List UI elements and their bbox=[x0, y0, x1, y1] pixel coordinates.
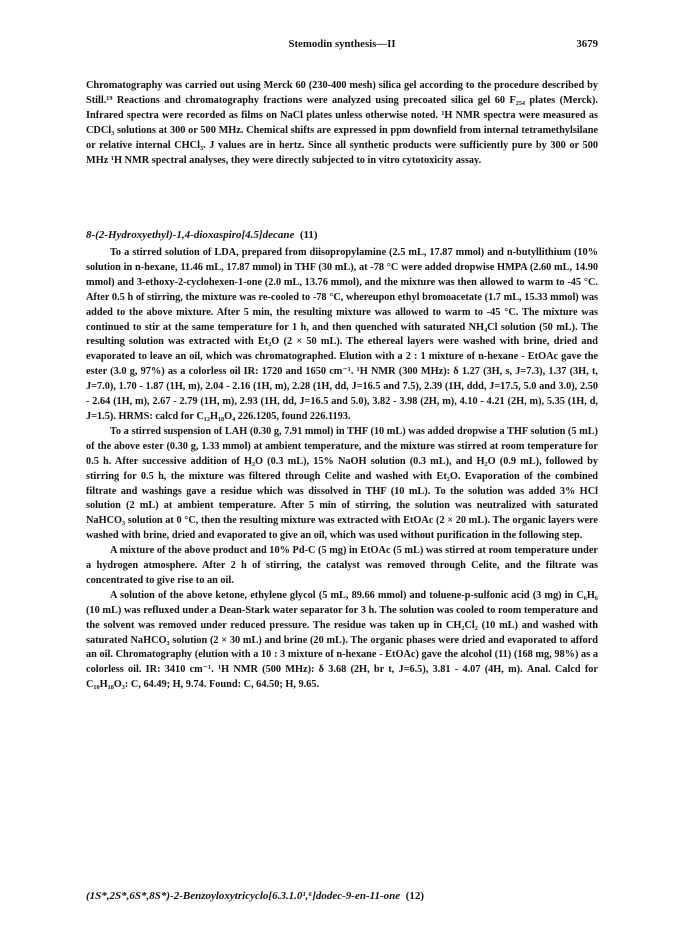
section-2-compound-number: (12) bbox=[405, 890, 424, 902]
procedure-paragraph-4: A solution of the above ketone, ethylene glycol (5 mL, 89.66 mmol) and toluene-p-sulfonic acid (3 mg) in C₆H₆ (10 mL) was refluxed under a Dean-Stark water separator for 3 h. The solution was cooled to room temperature and the solvent was removed under reduced pressure. The residue was taken up in CH₂Cl₂ (10 mL) and washed with saturated NaHCO₃ solution (2 × 30 mL) and brine (20 mL). The organic phases were dried and evaporated to afford an oil. Chromatography (elution with a 10 : 3 mixture of n-hexane - EtOAc) gave the alcohol (11) (168 mg, 98%) as a colorless oil. IR: 3410 cm⁻¹. ¹H NMR (500 MHz): δ 3.68 (2H, br t, J=6.5), 3.81 - 4.07 (4H, m). Anal. Calcd for C₁₀H₁₈O₃: C, 64.49; H, 9.74. Found: C, 64.50; H, 9.65. bbox=[86, 589, 598, 691]
section-1-heading bbox=[86, 228, 598, 243]
section-2-title: (1S*,2S*,6S*,8S*)-2-Benzoyloxytricyclo[6.3.1.0¹,⁶]dodec-9-en-11-one bbox=[86, 890, 401, 902]
running-title: Stemodin synthesis—II bbox=[288, 38, 396, 50]
procedure-paragraph-1: To a stirred solution of LDA, prepared from diisopropylamine (2.5 mL, 17.87 mmol) and n-butyllithium (10% solution in n-hexane, 11.46 mL, 17.87 mmol) in THF (30 mL), at -78 °C were added dropwise HMPA (2.60 mL, 14.90 mmol) and 3-ethoxy-2-cyclohexen-1-one (2.0 mL, 13.76 mmol), and the mixture was then allowed to warm to -45 °C. After 0.5 h of stirring, the mixture was re-cooled to -78 °C, whereupon ethyl bromoacetate (1.7 mL, 15.33 mmol) was added to the above mixture. After 5 min, the resulting mixture was allowed to warm to -45 °C. The mixture was continued to stir at the same temperature for 1 h, and then quenched with saturated NH₄Cl solution (50 mL). The resulting solution was extracted with Et₂O (2 × 50 mL). The ethereal layers were washed with brine, dried and evaporated to leave an oil, which was chromatographed. Elution with a 2 : 1 mixture of n-hexane - EtOAc gave the ester (3.0 g, 97%) as a colorless oil IR: 1720 and 1650 cm⁻¹. ¹H NMR (300 MHz): δ 1.27 (3H, s, J=7.3), 1.37 (3H, t, J=7.0), 1.70 - 1.87 (1H, m), 2.04 - 2.16 (1H, m), 2.28 (1H, dd, J=16.5 and 7.5), 2.39 (1H, ddd, J=17.5, 5.0 and 3.0), 2.50 - 2.64 (1H, m), 2.67 - 2.79 (1H, m), 2.93 (1H, dd, J=16.5 and 5.0), 3.82 - 3.98 (2H, m), 4.10 - 4.21 (2H, m), 5.35 (1H, d, J=1.5). HRMS: calcd for C₁₂H₁₈O₄ 226.1205, found 226.1193. bbox=[86, 247, 598, 422]
page-number: 3679 bbox=[576, 38, 598, 50]
section-1-title: 8-(2-Hydroxyethyl)-1,4-dioxaspiro[4.5]decane bbox=[86, 229, 295, 241]
intro-paragraph: Chromatography was carried out using Merck 60 (230-400 mesh) silica gel according to the procedure described by Still.¹⁹ Reactions and chromatography fractions were analyzed using precoated silica gel 60 F₂₅₄ plates (Merck). Infrared spectra were recorded as films on NaCl plates unless otherwise noted. ¹H NMR spectra were measured as CDCl₃ solutions at 300 or 500 MHz. Chemical shifts are expressed in ppm downfield from internal tetramethylsilane or relative internal CHCl₃. J values are in hertz. Since all synthetic products were sufficiently pure by 300 or 500 MHz ¹H NMR spectral analyses, they were directly subjected to in vitro cytotoxicity assay. bbox=[86, 80, 598, 166]
intro-block bbox=[86, 79, 598, 168]
running-header bbox=[86, 38, 598, 54]
section-1 bbox=[86, 228, 598, 693]
section-2 bbox=[86, 889, 598, 904]
section-1-compound-number: (11) bbox=[299, 229, 318, 241]
section-2-heading bbox=[86, 889, 598, 904]
procedure-paragraph-3: A mixture of the above product and 10% Pd-C (5 mg) in EtOAc (5 mL) was stirred at room temperature under a hydrogen atmosphere. After 2 h of stirring, the catalyst was removed through Celite, and the filtrate was concentrated to give rise to an oil. bbox=[86, 545, 598, 586]
procedure-paragraph-2: To a stirred suspension of LAH (0.30 g, 7.91 mmol) in THF (10 mL) was added dropwise a THF solution (5 mL) of the above ester (0.30 g, 1.33 mmol) at ambient temperature, and the mixture was stirred at room temperature for 0.5 h. After successive addition of H₂O (0.3 mL), 15% NaOH solution (0.3 mL), and H₂O (0.9 mL), followed by stirring for 0.5 h, the mixture was filtered through Celite and washed with Et₂O. Evaporation of the combined filtrate and washings gave a residue which was dissolved in THF (10 mL). To the solution was added 3% HCl solution (2 mL) at ambient temperature. After 5 min of stirring, the solution was neutralized with saturated NaHCO₃ solution at 0 °C, then the resulting mixture was extracted with EtOAc (2 × 20 mL). The organic layers were washed with brine, dried and evaporated to give an oil, which was used without purification in the following step. bbox=[86, 425, 598, 542]
